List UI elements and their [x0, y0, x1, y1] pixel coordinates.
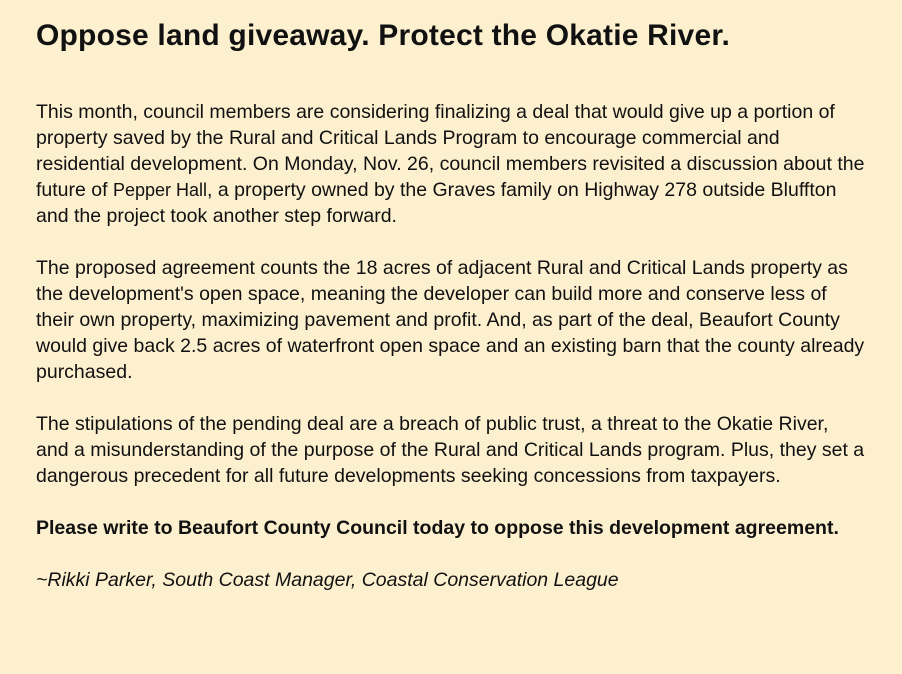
headline: Oppose land giveaway. Protect the Okatie River.: [36, 19, 731, 52]
paragraph-1: [36, 99, 866, 229]
call-to-action: Please write to Beaufort County Council today to oppose this development agreement.: [36, 517, 839, 539]
property-name: Pepper Hall: [112, 180, 208, 200]
paragraph-2: The proposed agreement counts the 18 acres of adjacent Rural and Critical Lands property as the development's open space, meaning the developer can build more and conserve less of their own property, maximizing pavement and profit. And, as part of the deal, Beaufort County would give back 2.5 acres of waterfront open space and an existing barn that the county already purchased.: [36, 257, 865, 383]
paragraph-1-text-after: , a property owned by the Graves family on Highway 278 outside Bluffton and the project took another step forward.: [36, 179, 837, 227]
paragraph-3: The stipulations of the pending deal are a breach of public trust, a threat to the Okatie River, and a misunderstanding of the purpose of the Rural and Critical Lands program. Plus, they set a dangerous precedent for all future developments seeking concessions from taxpayers.: [36, 413, 865, 487]
paragraph-1-text-before: This month, council members are considering finalizing a deal that would give up a portion of property saved by the Rural and Critical Lands Program to encourage commercial and residential development. On Monday, Nov. 26, council members revisited a discussion about the future of: [36, 101, 865, 201]
signature: ~Rikki Parker, South Coast Manager, Coastal Conservation League: [36, 569, 619, 591]
